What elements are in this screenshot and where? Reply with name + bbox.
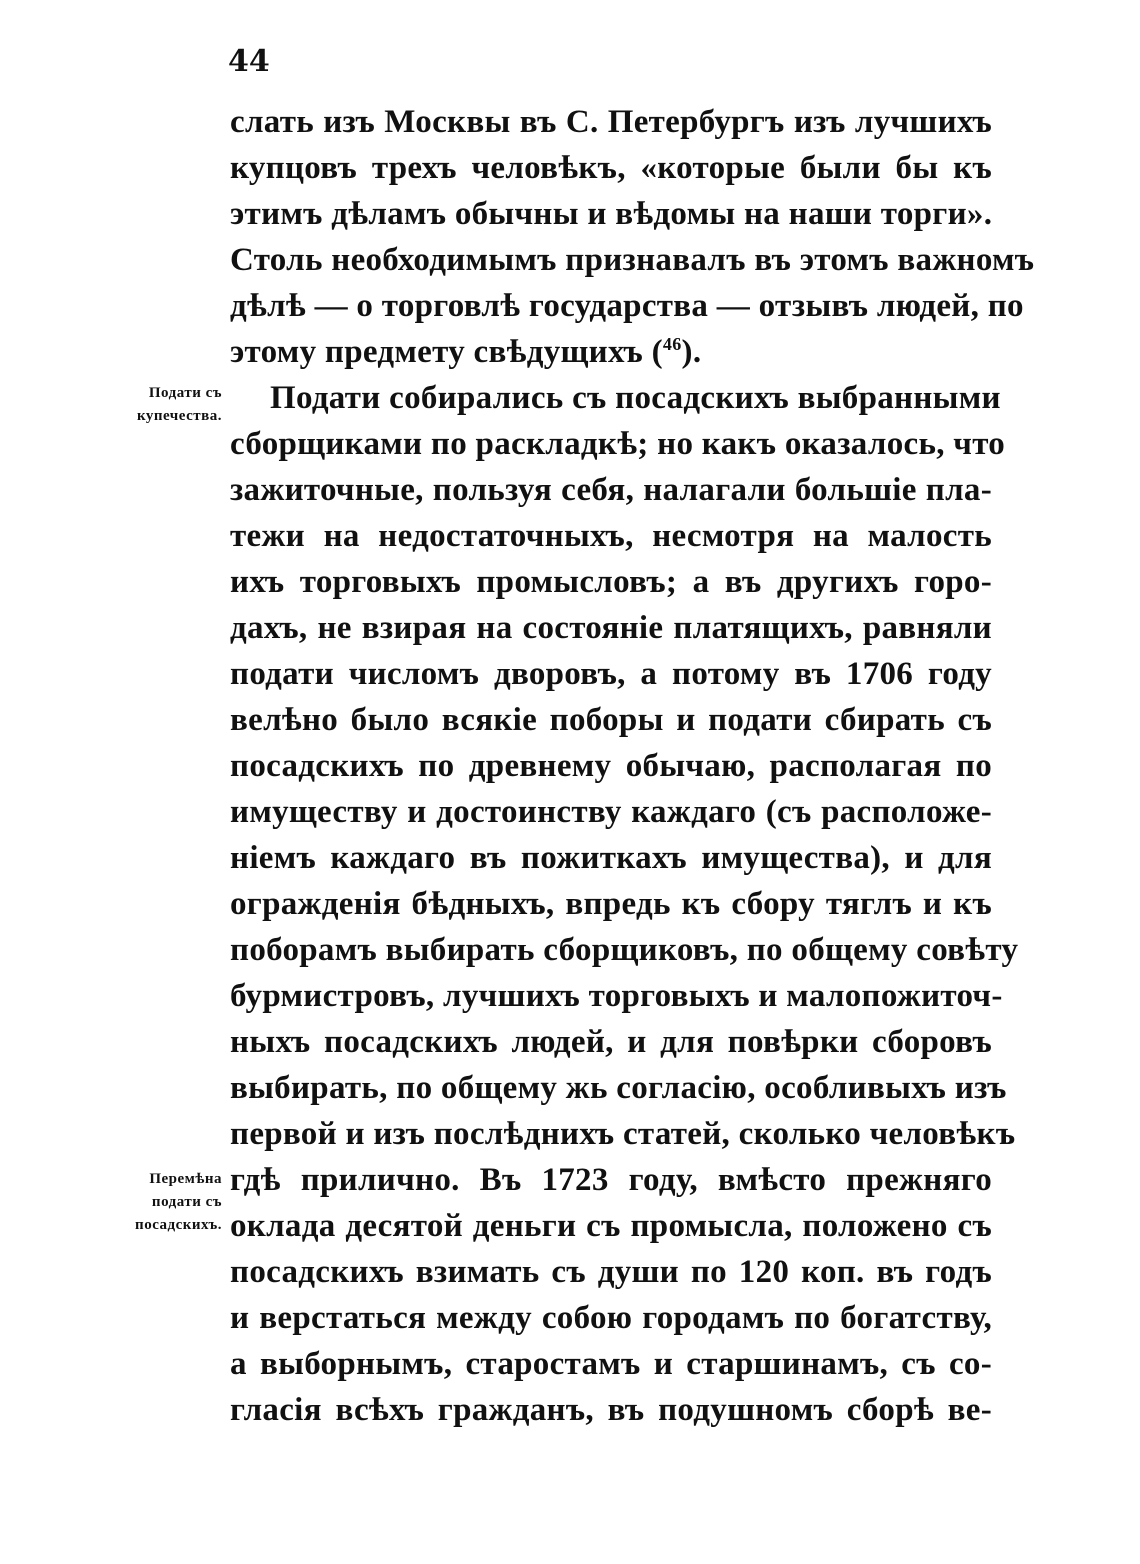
footnote-close: ). — [681, 334, 702, 370]
margin-note-line: подати съ — [151, 1194, 222, 1210]
text-line: бурмистровъ, лучшихъ торговыхъ и малопожиточ- — [230, 978, 1003, 1014]
text-line: велѣно было всякіе поборы и подати сбирать съ — [230, 702, 992, 738]
text-line: гдѣ прилично. Въ 1723 году, вмѣсто прежняго — [230, 1162, 992, 1198]
text-line-content: этому предмету свѣдущихъ ( — [230, 334, 663, 370]
text-line: подати числомъ дворовъ, а потому въ 1706 году — [230, 656, 992, 692]
text-line: ихъ торговыхъ промысловъ; а въ другихъ горо- — [230, 564, 992, 600]
text-line: Подати собирались съ посадскихъ выбранными — [270, 380, 1001, 416]
margin-note-line: посадскихъ. — [135, 1217, 222, 1233]
text-line: имуществу и достоинству каждаго (съ расположе- — [230, 794, 992, 830]
page-number: 44 — [228, 44, 270, 79]
text-line: огражденія бѣдныхъ, впредь къ сбору тяглъ и къ — [230, 886, 992, 922]
text-line: выбирать, по общему жь согласію, особливыхъ изъ — [230, 1070, 1007, 1106]
text-line: тежи на недостаточныхъ, несмотря на малость — [230, 518, 992, 554]
text-line: посадскихъ взимать съ души по 120 коп. въ годъ — [230, 1254, 992, 1290]
text-line: этимъ дѣламъ обычны и вѣдомы на наши торги». — [230, 196, 993, 232]
text-line: поборамъ выбирать сборщиковъ, по общему совѣту — [230, 932, 1019, 968]
text-line: первой и изъ послѣднихъ статей, сколько человѣкъ — [230, 1116, 1016, 1152]
text-line: зажиточные, пользуя себя, налагали большіе пла- — [230, 472, 992, 508]
text-line: ніемъ каждаго въ пожиткахъ имущества), и для — [230, 840, 992, 876]
margin-note-line: купечества. — [136, 408, 222, 424]
text-line: слать изъ Москвы въ С. Петербургъ изъ лучшихъ — [230, 104, 992, 140]
text-line: ныхъ посадскихъ людей, и для повѣрки сборовъ — [230, 1024, 992, 1060]
text-line: и верстаться между собою городамъ по богатству, — [230, 1300, 992, 1336]
margin-note-line: Подати съ — [148, 385, 222, 401]
margin-note-line: Перемѣна — [149, 1171, 222, 1187]
text-line: гласія всѣхъ гражданъ, въ подушномъ сборѣ ве- — [230, 1392, 992, 1428]
footnote-reference[interactable]: 46 — [662, 334, 682, 354]
text-line: посадскихъ по древнему обычаю, располагая по — [230, 748, 992, 784]
text-line: оклада десятой деньги съ промысла, положено съ — [230, 1208, 992, 1244]
text-line — [230, 330, 992, 374]
text-line: сборщиками по раскладкѣ; но какъ оказалось, что — [230, 426, 1006, 462]
text-line: дахъ, не взирая на состояніе платящихъ, равняли — [230, 610, 992, 646]
text-line: купцовъ трехъ человѣкъ, «которые были бы къ — [230, 150, 992, 186]
text-line: а выборнымъ, старостамъ и старшинамъ, съ со- — [230, 1346, 992, 1382]
text-line: Столь необходимымъ признавалъ въ этомъ важномъ — [230, 242, 1035, 278]
text-line: дѣлѣ — о торговлѣ государства — отзывъ людей, по — [230, 288, 1024, 324]
